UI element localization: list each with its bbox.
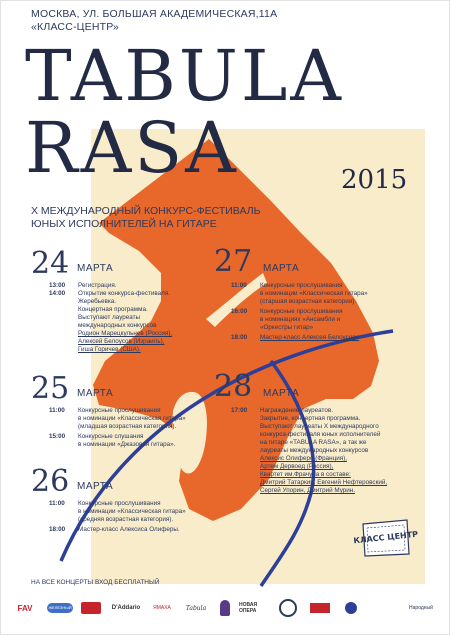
event-line: Открытие конкурса-фестиваля. bbox=[78, 290, 171, 297]
event-line: Артем Дервоед (Россия), bbox=[260, 463, 334, 470]
event-description bbox=[78, 407, 226, 431]
sponsor-logo bbox=[183, 597, 209, 619]
event-time: 15:00 bbox=[49, 433, 66, 440]
sponsor-name: D'Addario bbox=[111, 605, 141, 611]
event-time: 18:00 bbox=[49, 526, 66, 533]
title-rasa: RASA bbox=[25, 107, 239, 189]
sponsor-logo bbox=[307, 597, 333, 619]
event-line: Квартет им.Фрачуна в составе: bbox=[260, 471, 351, 478]
event-line: в номинации «Джазовая гитара». bbox=[78, 441, 176, 448]
sponsor-logo bbox=[147, 597, 177, 619]
event-time: 13:00 bbox=[49, 282, 66, 289]
festival-subtitle bbox=[31, 205, 260, 231]
sponsor-name: ЯМАХА bbox=[153, 605, 171, 611]
day-month: МАРТА bbox=[263, 388, 300, 399]
event-line: в номинации «Классическая гитара» bbox=[78, 508, 186, 515]
event-description bbox=[260, 308, 408, 332]
venue-address bbox=[31, 8, 277, 34]
event-time: 18:00 bbox=[231, 334, 248, 341]
event-line: (младшая возрастная категория). bbox=[78, 423, 177, 430]
event-line: лауреаты международных конкурсов bbox=[260, 447, 369, 454]
event-line: Конкурсные прослушивания bbox=[260, 282, 343, 289]
day-month: МАРТА bbox=[263, 263, 300, 274]
event-line: (старшая возрастная категория). bbox=[260, 298, 357, 305]
circle-logo-icon bbox=[279, 599, 297, 617]
day-number: 24 bbox=[31, 246, 70, 281]
event-description bbox=[78, 433, 226, 449]
sponsor-logo bbox=[275, 597, 301, 619]
event-line: конкурса-фестиваля юных исполнителей bbox=[260, 431, 381, 438]
event-description bbox=[78, 500, 226, 524]
event-description bbox=[260, 334, 408, 342]
event-time: 11:00 bbox=[49, 500, 65, 507]
event-description bbox=[78, 282, 226, 290]
event-line: Гиша Горичев (США). bbox=[78, 346, 141, 353]
free-entry-note: НА ВСЕ КОНЦЕРТЫ ВХОД БЕСПЛАТНЫЙ bbox=[31, 579, 160, 586]
event-line: Алексей Белоусов (Израиль), bbox=[78, 338, 165, 345]
event-line: Алексис Олиферо (Франция), bbox=[260, 455, 347, 462]
title-tabula: TABULA bbox=[25, 35, 344, 117]
event-time: 11:00 bbox=[49, 407, 65, 414]
address-line: МОСКВА, УЛ. БОЛЬШАЯ АКАДЕМИЧЕСКАЯ,11А bbox=[31, 8, 278, 20]
sponsor-name: FAV bbox=[17, 603, 33, 613]
sponsor-logo bbox=[11, 597, 39, 619]
sponsor-logo bbox=[215, 597, 235, 619]
event-line: Мастер-класс Алексея Белоусова bbox=[260, 334, 360, 341]
sponsor-logo bbox=[79, 597, 103, 619]
event-time: 16:00 bbox=[231, 308, 248, 315]
event-line: Жеребьевка. bbox=[78, 298, 117, 305]
event-line: Концертная программа. bbox=[78, 306, 148, 313]
event-line: Родион Марецкульнев (Россия), bbox=[78, 330, 173, 337]
sponsor-logo bbox=[109, 597, 143, 619]
event-line: Конкурсные прослушивания bbox=[260, 308, 343, 315]
subtitle-line-2: ЮНЫХ ИСПОЛНИТЕЛЕЙ НА ГИТАРЕ bbox=[31, 218, 217, 230]
event-line: Конкурсные прослушивания bbox=[78, 407, 161, 414]
event-line: в номинации «Классическая гитара» bbox=[260, 290, 368, 297]
day-number: 25 bbox=[31, 371, 70, 406]
event-line: в номинациях «Ансамбли и bbox=[260, 316, 341, 323]
event-time: 14:00 bbox=[49, 290, 66, 297]
event-description bbox=[260, 282, 408, 306]
sponsor-name: ЖЕЛЕЗНЫЙ bbox=[47, 603, 73, 613]
event-line: Конкурсные прослушивания bbox=[78, 500, 161, 507]
class-center-stamp-logo bbox=[353, 516, 419, 560]
event-line: Конкурсные слушания bbox=[78, 433, 144, 440]
event-description bbox=[260, 407, 408, 495]
figure-icon bbox=[220, 600, 230, 616]
stamp-text: КЛАСС ЦЕНТР bbox=[353, 529, 419, 546]
sponsor-name: НОВАЯ ОПЕРА bbox=[239, 602, 258, 614]
event-description bbox=[78, 290, 226, 354]
event-line: Награждение лауреатов. bbox=[260, 407, 333, 414]
event-line: на гитаре «TABULA RASA», а так же bbox=[260, 439, 367, 446]
banner-logo-icon bbox=[310, 603, 330, 613]
event-line: «Оркестры гитар» bbox=[260, 324, 314, 331]
venue-name: «КЛАСС-ЦЕНТР» bbox=[31, 21, 119, 33]
day-month: МАРТА bbox=[77, 263, 114, 274]
sponsor-logo bbox=[45, 597, 75, 619]
event-line: Выступают лауреаты bbox=[78, 314, 141, 321]
sponsor-logo bbox=[403, 597, 439, 619]
sponsor-logo bbox=[239, 597, 269, 619]
day-number: 28 bbox=[214, 369, 253, 404]
day-number: 27 bbox=[214, 244, 253, 279]
event-line: (средняя возрастная категория). bbox=[78, 516, 174, 523]
day-number: 26 bbox=[31, 464, 70, 499]
sponsor-name: Tabula bbox=[185, 604, 207, 612]
event-line: в номинации «Классическая гитара» bbox=[78, 415, 186, 422]
event-time: 17:00 bbox=[231, 407, 248, 414]
event-time: 11:00 bbox=[231, 282, 247, 289]
day-month: МАРТА bbox=[77, 388, 114, 399]
event-line: Закрытие, концертная программа. bbox=[260, 415, 361, 422]
event-line: Сергей Упорин, Дмитрий Мурин. bbox=[260, 487, 356, 494]
day-month: МАРТА bbox=[77, 481, 114, 492]
record-label-icon bbox=[81, 602, 101, 614]
sponsor-name: Народный bbox=[409, 605, 433, 611]
event-line: Выступают лауреаты X международного bbox=[260, 423, 379, 430]
event-line: международных конкурсов bbox=[78, 322, 157, 329]
event-description bbox=[78, 526, 226, 534]
sponsor-logo bbox=[339, 597, 363, 619]
event-line: Мастер-класс Алексиса Олиферы. bbox=[78, 526, 180, 533]
subtitle-line-1: X МЕЖДУНАРОДНЫЙ КОНКУРС-ФЕСТИВАЛЬ bbox=[31, 205, 261, 217]
round-badge-icon bbox=[345, 602, 357, 614]
title-year: 2015 bbox=[341, 165, 408, 195]
event-line: Дмитрий Татаркин, Евгений Нефтеровский, bbox=[260, 479, 388, 486]
event-line: Регистрация. bbox=[78, 282, 117, 289]
sponsor-logos-row bbox=[11, 597, 441, 625]
